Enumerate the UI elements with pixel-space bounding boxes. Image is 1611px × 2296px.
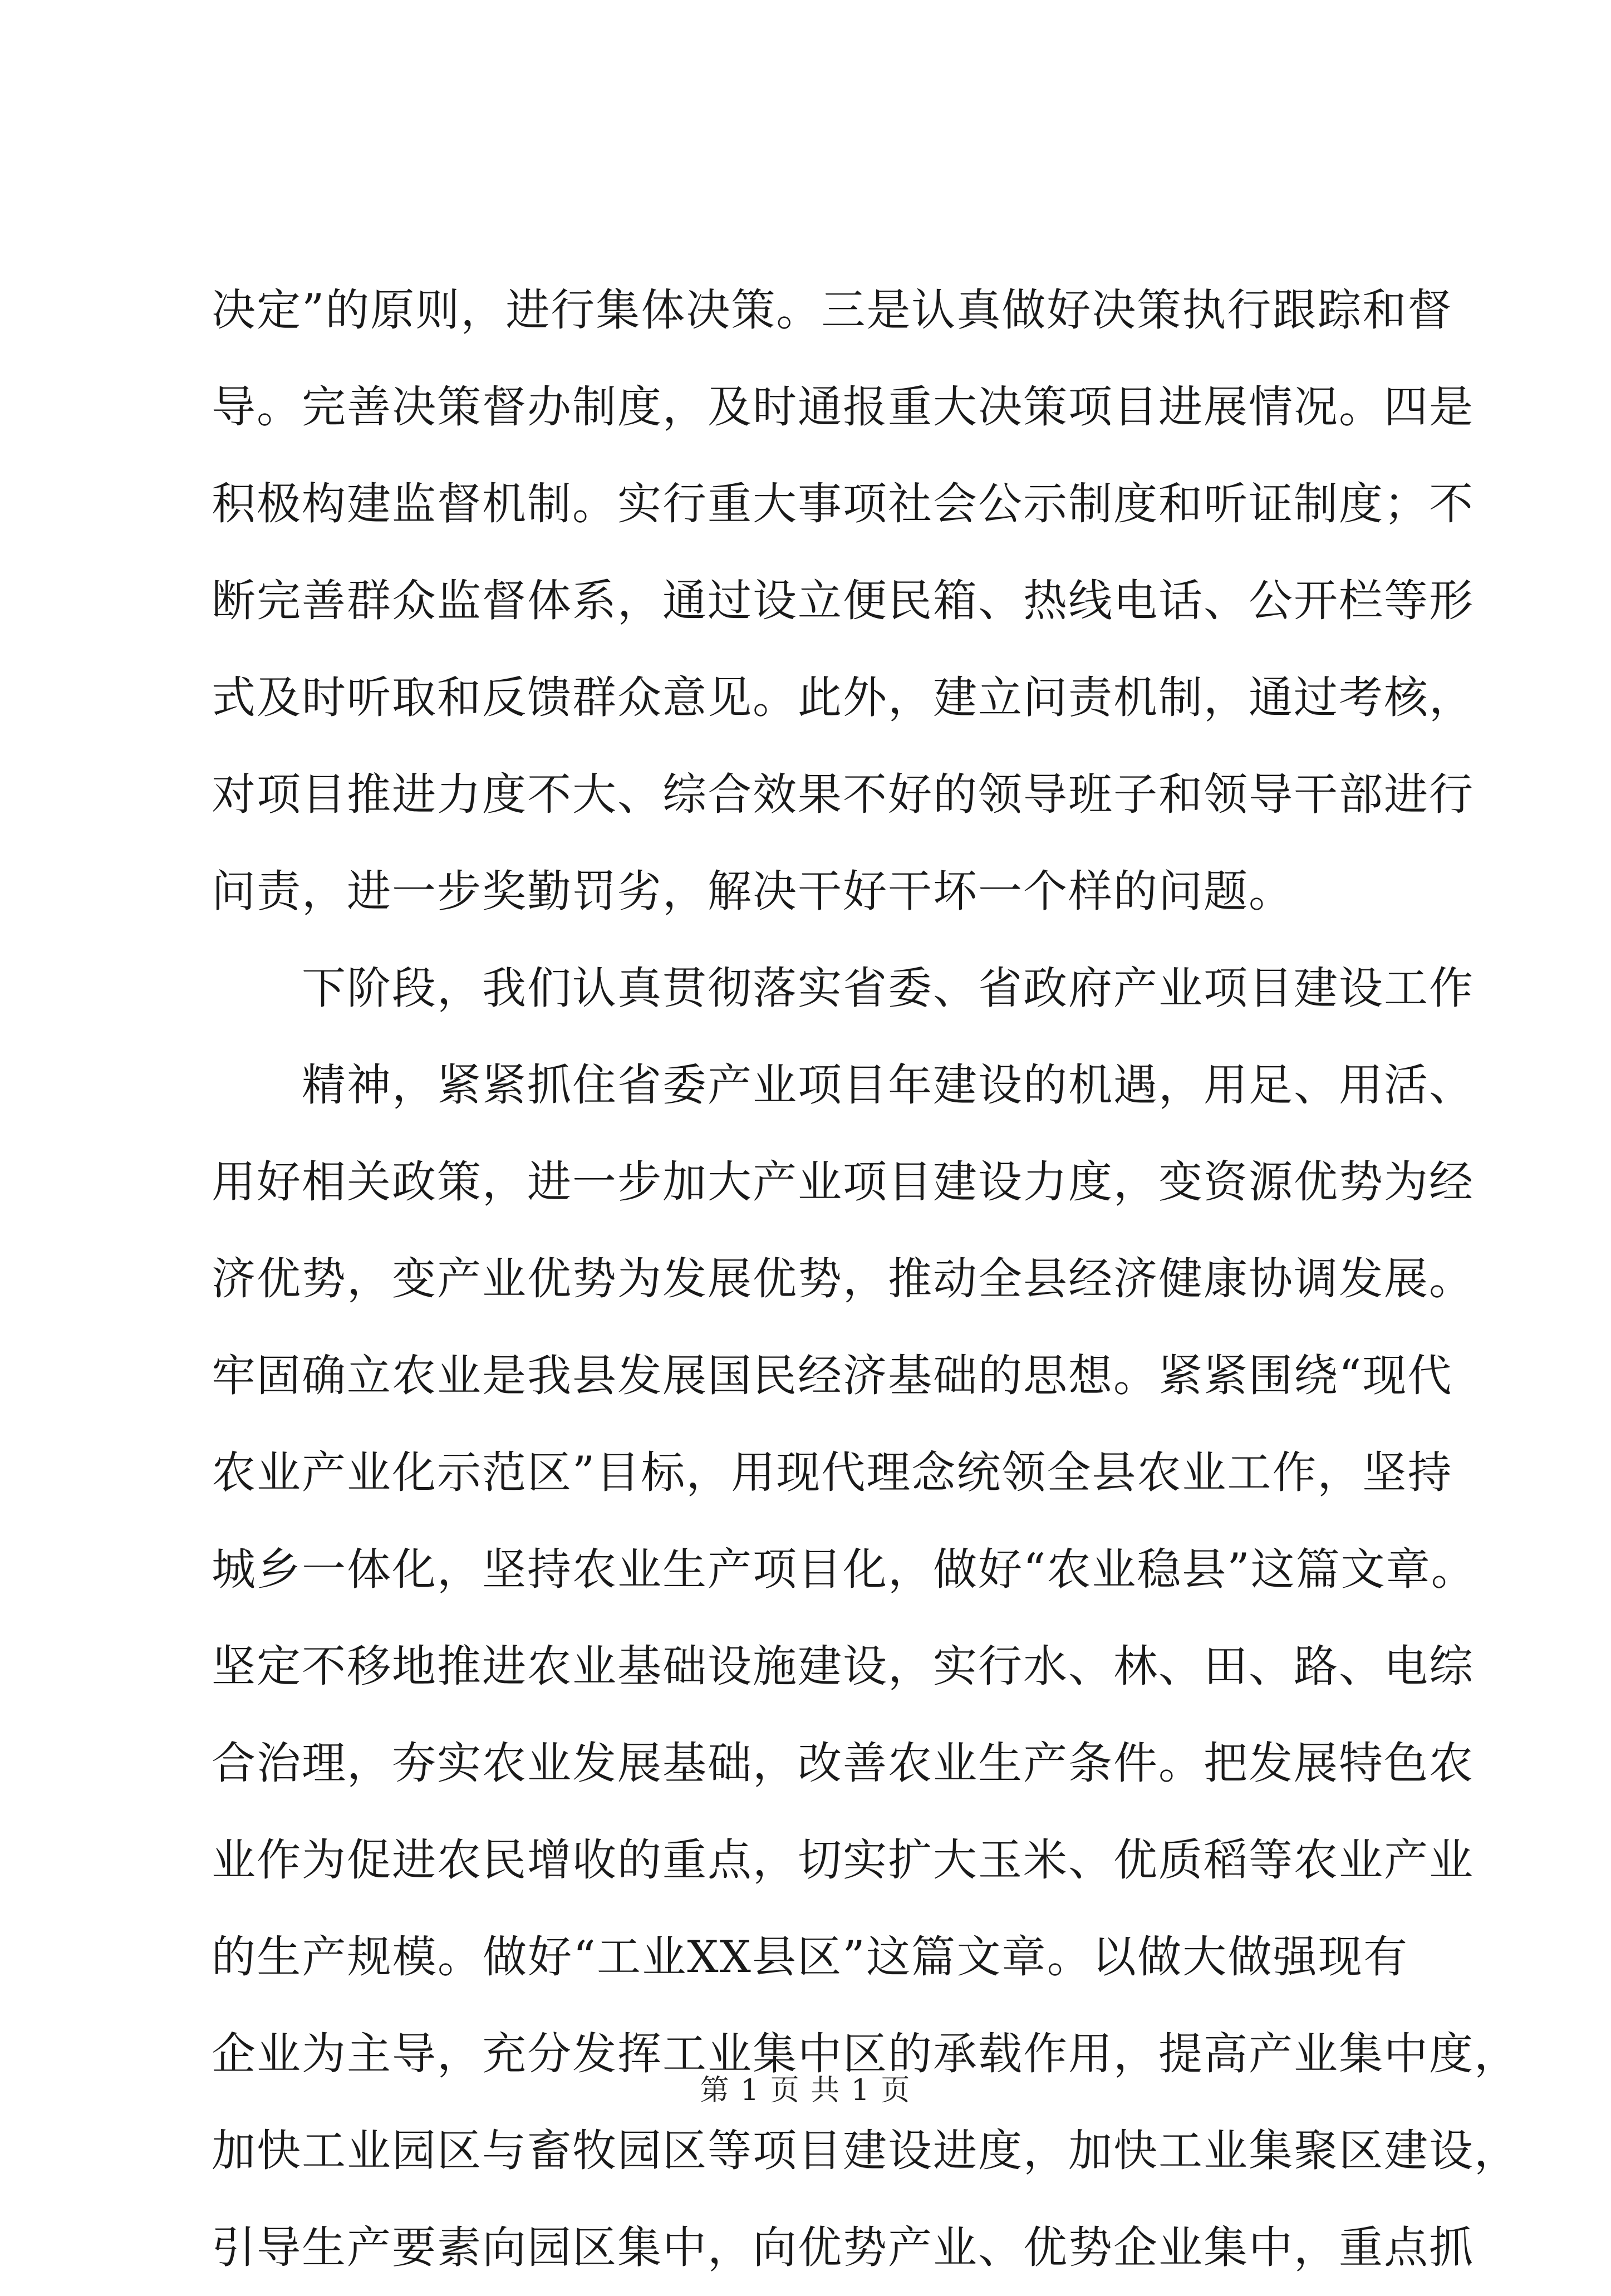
page-number: 第 1 页 共 1 页 bbox=[700, 2074, 911, 2107]
text-line: 导。完善决策督办制度，及时通报重大决策项目进展情况。四是 bbox=[212, 381, 1474, 433]
text-line: 企业为主导，充分发挥工业集中区的承载作用，提高产业集中度， bbox=[212, 2028, 1519, 2079]
text-line: 对项目推进力度不大、综合效果不好的领导班子和领导干部进行 bbox=[212, 769, 1474, 820]
text-line: 断完善群众监督体系，通过设立便民箱、热线电话、公开栏等形 bbox=[212, 575, 1474, 626]
text-line: 积极构建监督机制。实行重大事项社会公示制度和听证制度；不 bbox=[212, 478, 1474, 529]
text-line: 牢固确立农业是我县发展国民经济基础的思想。紧紧围绕“现代 bbox=[212, 1350, 1453, 1401]
text-line: 农业产业化示范区”目标，用现代理念统领全县农业工作，坚持 bbox=[212, 1447, 1453, 1498]
text-line: 城乡一体化，坚持农业生产项目化，做好“农业稳县”这篇文章。 bbox=[212, 1544, 1476, 1595]
document-body bbox=[212, 262, 1519, 2296]
text-line: 引导生产要素向园区集中，向优势产业、优势企业集中，重点抓 bbox=[212, 2222, 1474, 2273]
text-line: 式及时听取和反馈群众意见。此外，建立问责机制，通过考核， bbox=[212, 672, 1474, 723]
text-line: 决定”的原则，进行集体决策。三是认真做好决策执行跟踪和督 bbox=[212, 284, 1453, 336]
paragraph-first-line: 下阶段，我们认真贯彻落实省委、省政府产业项目建设工作 bbox=[302, 963, 1474, 1014]
text-line: 用好相关政策，进一步加大产业项目建设力度，变资源优势为经 bbox=[212, 1156, 1474, 1208]
text-line: 业作为促进农民增收的重点，切实扩大玉米、优质稻等农业产业 bbox=[212, 1834, 1474, 1886]
text-line: 问责，进一步奖勤罚劣，解决干好干坏一个样的问题。 bbox=[212, 866, 1294, 917]
text-line: 济优势，变产业优势为发展优势，推动全县经济健康协调发展。 bbox=[212, 1253, 1474, 1304]
text-line: 加快工业园区与畜牧园区等项目建设进度，加快工业集聚区建设， bbox=[212, 2125, 1519, 2176]
text-line: 合治理，夯实农业发展基础，改善农业生产条件。把发展特色农 bbox=[212, 1738, 1474, 1789]
text-line: 的生产规模。做好“工业XX县区”这篇文章。以做大做强现有 bbox=[212, 1931, 1408, 1983]
text-line: 坚定不移地推进农业基础设施建设，实行水、林、田、路、电综 bbox=[212, 1641, 1474, 1692]
paragraph-first-line: 精神，紧紧抓住省委产业项目年建设的机遇，用足、用活、 bbox=[302, 1059, 1474, 1111]
